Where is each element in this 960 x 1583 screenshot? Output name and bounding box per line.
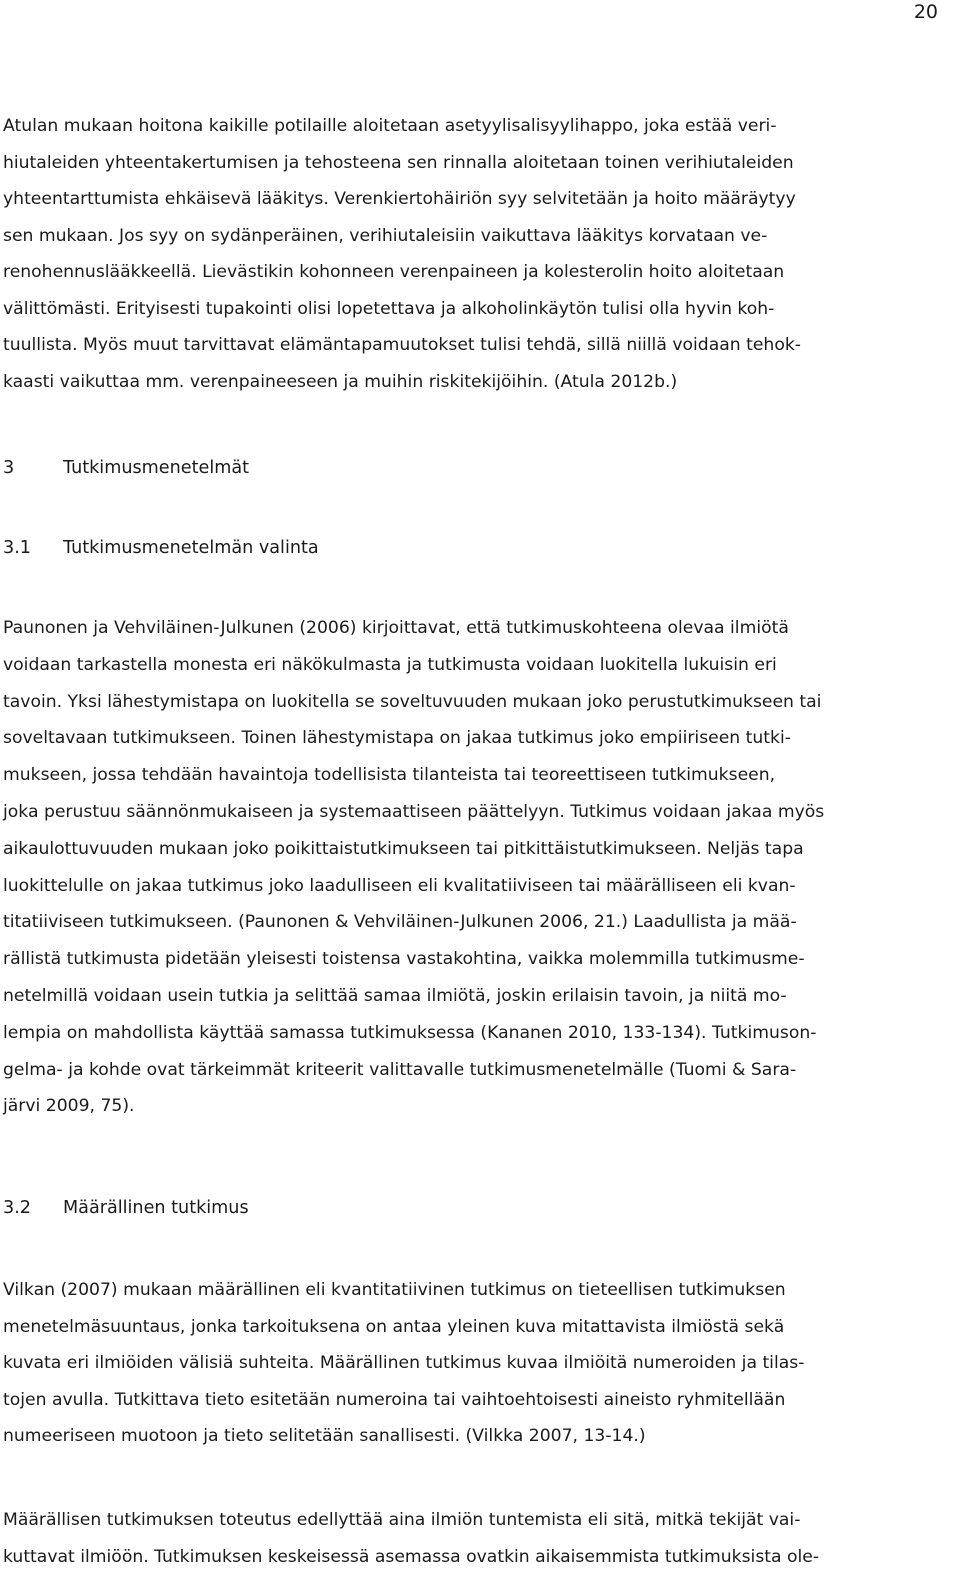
text-line: tavoin. Yksi lähestymistapa on luokitella se soveltuvuuden mukaan joko perustutkimukseen tai xyxy=(3,691,822,712)
text-line: kaasti vaikuttaa mm. verenpaineeseen ja muihin riskitekijöihin. (Atula 2012b.) xyxy=(3,371,678,392)
paragraph-quantitative-research xyxy=(3,1272,948,1455)
section-title: Määrällinen tutkimus xyxy=(63,1198,249,1218)
text-line: tojen avulla. Tutkittava tieto esitetään numeroina tai vaihtoehtoisesti aineisto ryhmitellään xyxy=(3,1389,786,1410)
text-line: järvi 2009, 75). xyxy=(3,1096,135,1117)
text-line: kuttavat ilmiöön. Tutkimuksen keskeisessä asemassa ovatkin aikaisemmista tutkimuksista ole- xyxy=(3,1546,820,1567)
text-line: kuvata eri ilmiöiden välisiä suhteita. Määrällinen tutkimus kuvaa ilmiöitä numeroiden ja tilas- xyxy=(3,1353,805,1374)
paragraph-stroke-treatment xyxy=(3,108,948,400)
section-heading-3-2 xyxy=(3,1196,249,1220)
paragraph-quantitative-implementation xyxy=(3,1502,948,1575)
text-line: rällistä tutkimusta pidetään yleisesti toistensa vastakohtina, vaikka molemmilla tutkimusme- xyxy=(3,949,805,970)
text-line: Paunonen ja Vehviläinen-Julkunen (2006) kirjoittavat, että tutkimuskohteena olevaa ilmiötä xyxy=(3,618,789,638)
text-line: soveltavaan tutkimukseen. Toinen lähestymistapa on jakaa tutkimus joko empiiriseen tutki- xyxy=(3,728,791,749)
text-line: sen mukaan. Jos syy on sydänperäinen, verihiutaleisiin vaikuttava lääkitys korvataan ve- xyxy=(3,225,768,246)
text-line: joka perustuu säännönmukaiseen ja systemaattiseen päättelyyn. Tutkimus voidaan jakaa myös xyxy=(3,801,825,822)
text-line: menetelmäsuuntaus, jonka tarkoituksena on antaa yleinen kuva mitattavista ilmiöstä sekä xyxy=(3,1316,785,1337)
text-line: titatiiviseen tutkimukseen. (Paunonen & Vehviläinen-Julkunen 2006, 21.) Laadullista ja mää- xyxy=(3,912,797,933)
section-number: 3.1 xyxy=(3,538,31,558)
text-line: gelma- ja kohde ovat tärkeimmät kriteerit valittavalle tutkimusmenetelmälle (Tuomi & Sara- xyxy=(3,1059,797,1080)
section-title: Tutkimusmenetelmän valinta xyxy=(63,538,319,558)
text-line: mukseen, jossa tehdään havaintoja todellisista tilanteista tai teoreettiseen tutkimukseen, xyxy=(3,765,776,786)
text-line: tuullista. Myös muut tarvittavat elämäntapamuutokset tulisi tehdä, sillä niillä voidaan tehok- xyxy=(3,335,801,355)
chapter-title: Tutkimusmenetelmät xyxy=(63,458,250,478)
page-number: 20 xyxy=(913,1,938,23)
text-line: Vilkan (2007) mukaan määrällinen eli kvantitatiivinen tutkimus on tieteellisen tutkimuksen xyxy=(3,1280,786,1300)
text-line: voidaan tarkastella monesta eri näkökulmasta ja tutkimusta voidaan luokitella lukuisin eri xyxy=(3,654,777,675)
section-heading-3-1 xyxy=(3,536,319,560)
text-line: luokittelulle on jakaa tutkimus joko laadulliseen eli kvalitatiiviseen tai määrälliseen eli kvan- xyxy=(3,875,796,896)
text-line: välittömästi. Erityisesti tupakointi olisi lopetettava ja alkoholinkäytön tulisi olla hyvin koh- xyxy=(3,298,775,319)
text-line: netelmillä voidaan usein tutkia ja selittää samaa ilmiötä, joskin erilaisin tavoin, ja niitä mo- xyxy=(3,985,787,1006)
text-line: hiutaleiden yhteentakertumisen ja tehosteena sen rinnalla aloitetaan toinen verihiutaleiden xyxy=(3,152,794,173)
chapter-heading xyxy=(3,456,249,480)
text-line: renohennuslääkkeellä. Lievästikin kohonneen verenpaineen ja kolesterolin hoito aloitetaan xyxy=(3,262,785,282)
section-number: 3.2 xyxy=(3,1198,31,1218)
text-line: Määrällisen tutkimuksen toteutus edellyttää aina ilmiön tuntemista eli sitä, mitkä tekijät vai- xyxy=(3,1510,801,1530)
text-line: lempia on mahdollista käyttää samassa tutkimuksessa (Kananen 2010, 133-134). Tutkimuson- xyxy=(3,1022,817,1043)
paragraph-method-selection xyxy=(3,610,948,1125)
text-line: yhteentarttumista ehkäisevä lääkitys. Verenkiertohäiriön syy selvitetään ja hoito määräytyy xyxy=(3,189,796,209)
text-line: numeeriseen muotoon ja tieto selitetään sanallisesti. (Vilkka 2007, 13-14.) xyxy=(3,1426,646,1447)
chapter-number: 3 xyxy=(3,458,15,478)
text-line: Atulan mukaan hoitona kaikille potilaille aloitetaan asetyylisalisyylihappo, joka estää veri- xyxy=(3,116,777,136)
text-line: aikaulottuvuuden mukaan joko poikittaistutkimukseen tai pitkittäistutkimukseen. Neljäs tapa xyxy=(3,838,804,859)
